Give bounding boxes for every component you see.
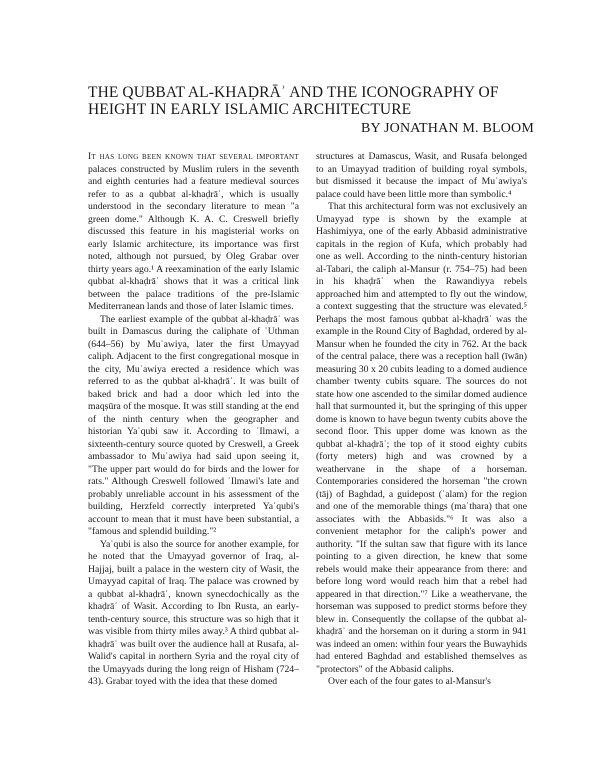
paragraph: Over each of the four gates to al-Mansur's — [328, 676, 491, 687]
paragraph: structures at Damascus, Wasit, and Rusafa belonged to an Umayyad tradition of building royal symbols, but dismissed it because the impact of Muʿawiya's palace could have been little more than symbolic.⁴ — [316, 151, 527, 200]
article-title: THE QUBBAT AL-KHAḌRĀʾ AND THE ICONOGRAPHY OF HEIGHT IN EARLY ISLAMIC ARCHITECTURE — [88, 84, 499, 118]
article-byline: BY JONATHAN M. BLOOM — [360, 121, 534, 136]
right-column — [316, 151, 527, 689]
paragraph: Yaʿqubi is also the source for another example, for he noted that the Umayyad governor of Iraq, al-Hajjaj, built a palace in the western city of Wasit, the Umayyad capital of Iraq. The palace was crowned by a qubbat al-khaḍrāʾ, known synecdochically as the khaḍrāʾ of Wasit. According to Ibn Rusta, an early-tenth-century source, this structure was so high that it was visible from thirty miles away.³ A third qubbat al-khaḍrāʾ was built over the audience hall at Rusafa, al-Walid's capital in northern Syria and the royal city of the Umayyads during the long reign of Hisham (724–43). Grabar toyed with the idea that these domed — [88, 538, 299, 687]
paragraph-text: palaces constructed by Muslim rulers in the seventh and eighth centuries had a feature medieval sources refer to as a qubbat al-khaḍrāʾ, which is usually understood in the secondary literature to mean "a green dome." Although K. A. C. Creswell briefly discussed this feature in his magisterial works on early Islamic architecture, its importance was first noted, although not pursued, by Oleg Grabar over thirty years ago.¹ A reexamination of the early Islamic qubbat al-khaḍrāʾ shows that it was a critical link between the palace traditions of the pre-Islamic Mediterranean lands and those of later Islamic times. — [88, 163, 299, 312]
paragraph: The earliest example of the qubbat al-khaḍrāʾ was built in Damascus during the caliphate of ʿUthman (644–56) by Muʿawiya, later the first Umayyad caliph. Adjacent to the first congregational mosque in the city, Muʿawiya erected a residence which was referred to as the qubbat al-khaḍrāʾ. It was built of baked brick and had a door which led into the maqṣūra of the mosque. It was still standing at the end of the ninth century when the geographer and historian Yaʿqubi saw it. According to ʿIlmawi, a sixteenth-century source quoted by Creswell, a Greek ambassador to Muʿawiya had said upon seeing it, "The upper part would do for birds and the lower for rats." Although Creswell followed ʿIlmawi's late and probably unreliable account in his assessment of the building, Herzfeld correctly interpreted Yaʿqubi's account to mean that it must have been substantial, a "famous and splendid building."² — [88, 313, 299, 537]
paragraph: That this architectural form was not exclusively an Umayyad type is shown by the example at Hashimiyya, one of the early Abbasid administrative capitals in the region of Kufa, which probably had one as well. According to the ninth-century historian al-Tabari, the caliph al-Mansur (r. 754–75) had been in his khaḍrāʾ when the Rawandiyya rebels approached him and attempted to fly out the window, a context suggesting that the structure was elevated.⁵ Perhaps the most famous qubbat al-khaḍrāʾ was the example in the Round City of Baghdad, ordered by al-Mansur when he founded the city in 762. At the back of the central palace, there was a reception hall (īwān) measuring 30 x 20 cubits leading to a domed audience chamber twenty cubits square. The sources do not state how one ascended to the similar domed audience hall that surmounted it, but the springing of this upper dome is known to have begun twenty cubits above the second floor. This upper dome was known as the qubbat al-khaḍrāʾ; the top of it stood eighty cubits (forty meters) high and was crowned by a weathervane in the shape of a horseman. Contemporaries considered the horseman "the crown (tāj) of Baghdad, a guidepost (ʿalam) for the region and one of the memorable things (maʾthara) that one associates with the Abbasids."⁶ It was also a convenient metaphor for the caliph's power and authority. "If the sultan saw that figure with its lance pointing to a given direction, he knew that some rebels would make their appearance from there: and before long word would reach him that a rebel had appeared in that direction."⁷ Like a weathervane, the horseman was supposed to predict storms before they blew in. Consequently the collapse of the qubbat al-khaḍrāʾ and the horseman on it during a storm in 941 was indeed an omen: within four years the Buwayhids had entered Baghdad and established themselves as "protectors" of the Abbasid caliphs. — [316, 201, 527, 675]
lead-in: It has long been known that several important — [88, 151, 299, 162]
paragraph — [88, 151, 299, 314]
left-column — [88, 151, 299, 689]
